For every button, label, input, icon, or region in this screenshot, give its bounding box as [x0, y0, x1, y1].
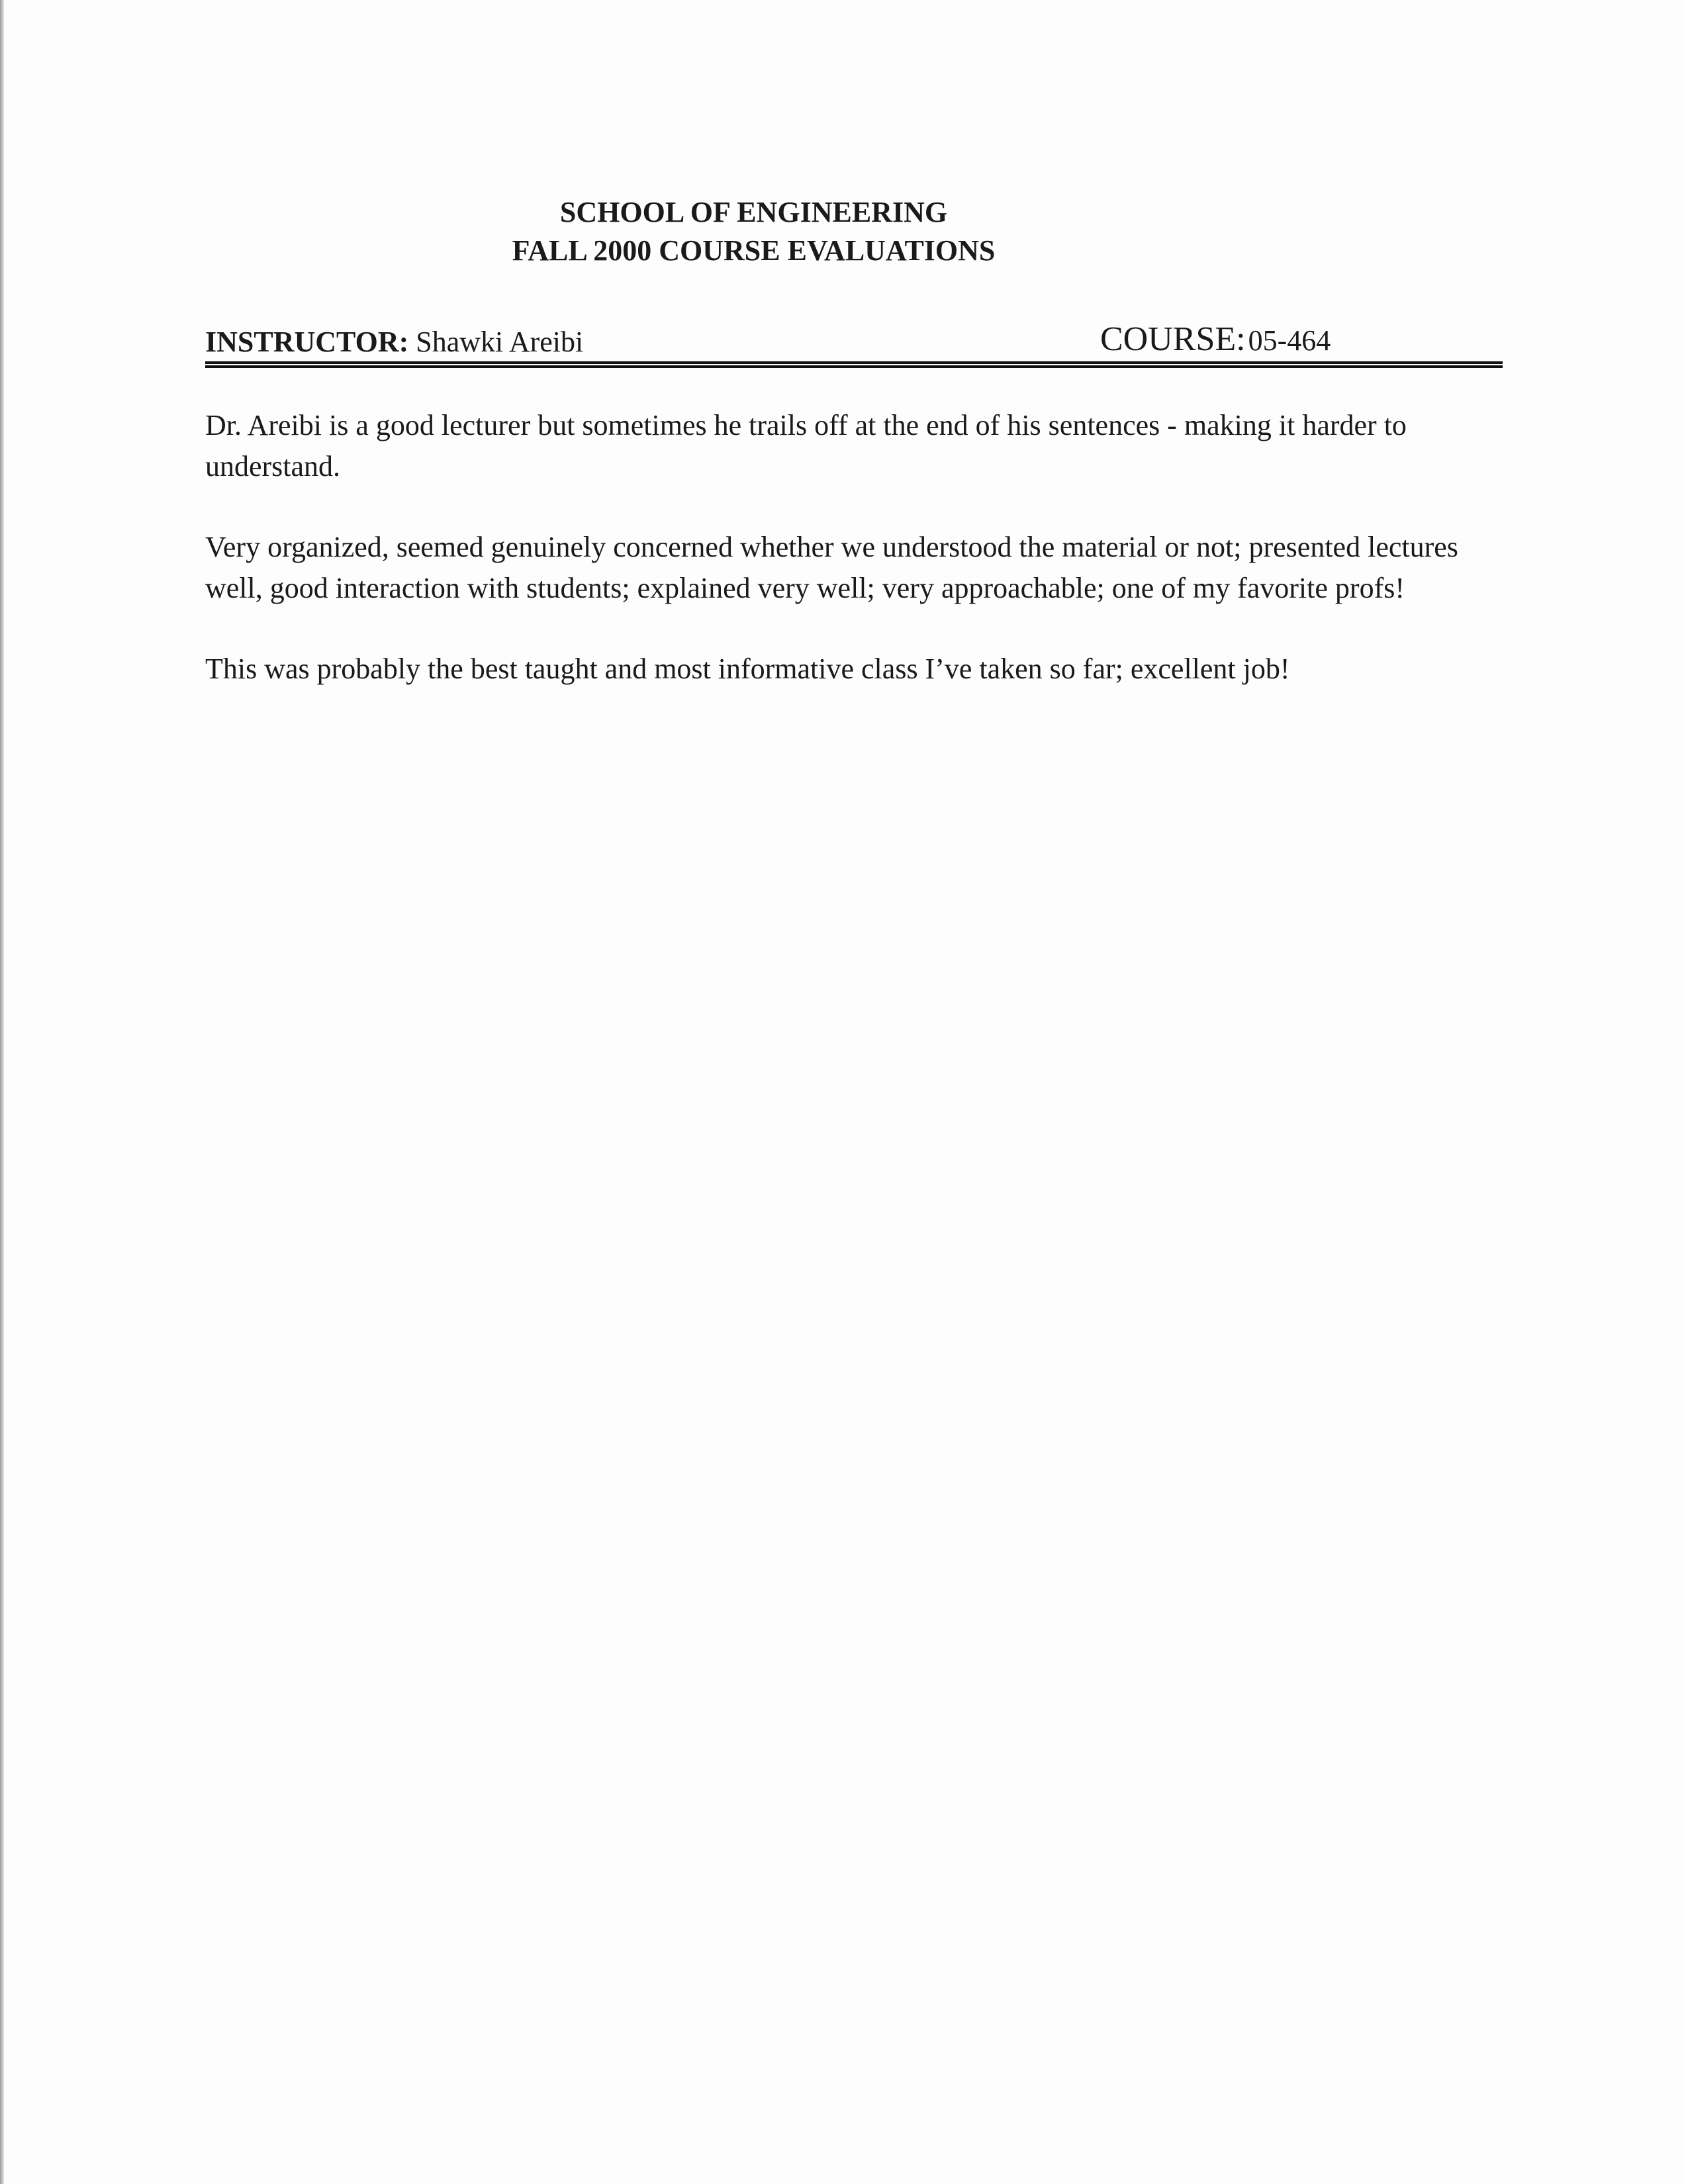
comment-item: This was probably the best taught and most informative class I’ve taken so far; excellent job!	[205, 653, 1290, 685]
header-divider	[205, 361, 1503, 368]
instructor-field	[205, 325, 583, 359]
course-field	[1100, 320, 1331, 359]
comment-item: Dr. Areibi is a good lecturer but sometimes he trails off at the end of his sentences - making it harder to understand.	[205, 409, 1407, 482]
title-school: SCHOOL OF ENGINEERING	[559, 196, 948, 228]
instructor-label: INSTRUCTOR:	[205, 326, 409, 358]
comments-list	[205, 405, 1503, 729]
scan-edge	[0, 0, 4, 2184]
comment-item: Very organized, seemed genuinely concerned whether we understood the material or not; presented lectures well, good interaction with students; explained very well; very approachable; one of my favorite profs!	[205, 531, 1458, 604]
page-title	[0, 193, 1686, 270]
instructor-name: Shawki Areibi	[416, 326, 584, 358]
header-row	[205, 319, 1503, 359]
course-code: 05-464	[1248, 324, 1331, 357]
title-evaluations: FALL 2000 COURSE EVALUATIONS	[512, 234, 996, 267]
course-label: COURSE:	[1100, 320, 1246, 358]
